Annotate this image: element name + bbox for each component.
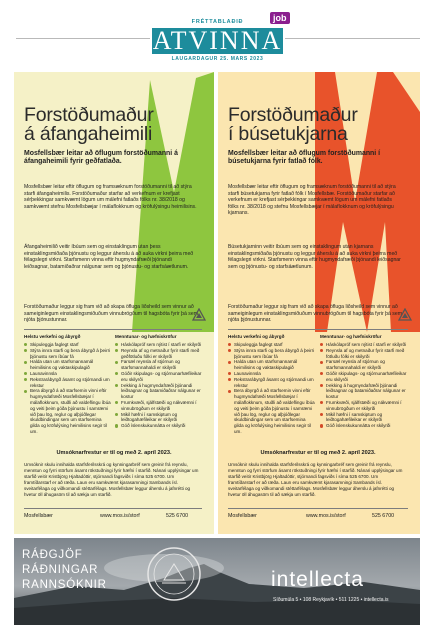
list-item: Góðir skipulags- og stjórnunarhæfileikar eru skilyrði bbox=[115, 371, 203, 383]
list-item: Halda utan um starfsmannamál heimilisins og vaktaskipulagið bbox=[24, 359, 111, 371]
org-url[interactable]: www.mos.is/storf bbox=[306, 513, 346, 519]
ad-title-line1: Forstöðumaður bbox=[24, 104, 154, 126]
ad-footer-text: Umsóknir skulu innihalda starfsferilsskrá og kynningarbréf sem greinir frá reynslu, menntun og fyrri störfum ásamt rökstuðningi fyrir hæfni í starfið. Nánari upplýsingar um starfið veitir Kristbjörg Hjaltadóttir, stjórnandi fagsviðs í síma 525 6700. Um framtíðarstarf er að ræða. Laun eru samkvæmt kjarasamningi Sambands ísl. sveitarfélaga og viðkomandi stéttarfélags. Mosfellsbær leggur áherslu á jafnrétti og hvetur öll áhugasöm til að sækja um starfið. bbox=[228, 462, 403, 497]
list-item: Stýra innra starfi og bera ábyrgð á þeirri þjónustu sem íbúar fá bbox=[228, 348, 316, 360]
requirements-list bbox=[320, 342, 409, 429]
list-item: Launavinnsla bbox=[24, 371, 111, 377]
masthead-rule-left bbox=[16, 38, 150, 39]
list-item: Bera ábyrgð á að starfsemin vinni eftir hugmyndafræði Mosfellsbæjar í málaflokknum, stuðli að valdeflingu íbúa og veiti þeim góða þjónustu í samræmi við þau lög, reglur og alþjóðlegar skuldbindingar sem um starfsemina gilda og kröfulýsing heimilisins segir til um. bbox=[228, 388, 316, 434]
list-item: Reynsla af og metnaður fyrir starfi með fötluðu fólki er skilyrði bbox=[320, 348, 409, 360]
mosfellsbaer-logo-icon bbox=[192, 308, 206, 322]
masthead bbox=[0, 0, 436, 72]
ad-divider bbox=[228, 329, 408, 330]
ad-title bbox=[24, 106, 154, 144]
list-item: Þekking á hugmyndafræði þjónandi leiðsagnar og batamiðaðrar nálgunar er kostur bbox=[320, 383, 409, 400]
ad-paragraph-3: Forstöðumaður leggur sig fram við að skapa öfluga liðsheild sem vinnur að sameiginlegum einstaklingsmiðuðum vinnubrögðum til hagsbóta fyrir þá sem njóta þjónustunnar. bbox=[228, 304, 403, 324]
ad-lead: Mosfellsbær leitar að öflugum forstöðumanni í búsetukjarna fyrir fatlað fólk. bbox=[228, 150, 380, 166]
list-item: Þekking á hugmyndafræði þjónandi leiðsagnar og batamiðaðrar nálgunar er kostur bbox=[115, 383, 203, 400]
ad-footer-text: Umsóknir skulu innihalda starfsferilsskrá og kynningarbréf sem greinir frá reynslu, menntun og fyrri störfum ásamt rökstuðningi fyrir hæfni í starfið. Nánari upplýsingar um starfið veitir Kristbjörg Hjaltadóttir, stjórnandi fagsviðs í síma 525 6700. Um framtíðarstarf er að ræða. Laun eru samkvæmt kjarasamningi Sambands ísl. sveitarfélaga og viðkomandi stéttarfélags. Mosfellsbær leggur áherslu á jafnrétti og hvetur öll áhugasöm til að sækja um starfið. bbox=[24, 462, 199, 497]
ad-title bbox=[228, 106, 358, 144]
ad-title-line1: Forstöðumaður bbox=[228, 104, 358, 126]
requirements-heading: Menntunar- og hæfniskröfur bbox=[320, 334, 382, 339]
intellecta-logo: intellecta bbox=[271, 568, 364, 591]
duties-heading: Helstu verkefni og ábyrgð bbox=[228, 334, 285, 339]
list-item: Góð íslenskukunnátta er skilyrði bbox=[320, 423, 409, 429]
requirements-heading: Menntunar- og hæfniskröfur bbox=[115, 334, 177, 339]
list-item: Halda utan um starfsmannamál heimilisins og vaktaskipulagið bbox=[228, 359, 316, 371]
list-item: Reynsla af og metnaður fyrir starfi með geðfötluðu fólki er skilyrði bbox=[115, 348, 203, 360]
ad-lead: Mosfellsbær leitar að öflugum forstöðumanni á áfangaheimili fyrir geðfatlaða. bbox=[24, 150, 178, 166]
org-name: Mosfellsbær bbox=[24, 513, 53, 519]
tagline-line: RÁÐGJÖF bbox=[22, 549, 83, 561]
ad-paragraph-2: Búsetukjarninn veitir íbúum sem og einstaklingum utan kjarnans einstaklingsmiðaða þjónustu og leggur áherslu á að auka virkni þeirra með félagslegri virkni. Starfsmenn vinna eftir hugmyndafræði þjónandi leiðsagnar sem og þjónustu- og starfsáætlunum. bbox=[228, 244, 401, 270]
org-name: Mosfellsbær bbox=[228, 513, 257, 519]
ad-paragraph-3: Forstöðumaður leggur sig fram við að skapa öfluga liðsheild sem vinnur að sameiginlegum einstaklingsmiðuðum vinnubrögðum til hagsbóta fyrir þá sem njóta þjónustunnar. bbox=[24, 304, 199, 324]
ad-divider-bottom bbox=[228, 508, 408, 509]
list-item: Frumkvæði, sjálfstæði og nákvæmni í vinnubrögðum er skilyrði bbox=[320, 400, 409, 412]
list-item: Frumkvæði, sjálfstæði og nákvæmni í vinnubrögðum er skilyrði bbox=[115, 400, 203, 412]
masthead-title: ATVINNA bbox=[152, 26, 283, 55]
list-item: Háskólapróf sem nýtist í starfi er skilyrði bbox=[115, 342, 203, 348]
duties-heading: Helstu verkefni og ábyrgð bbox=[24, 334, 81, 339]
list-item: Rekstrarábyrgð ásamt og stjórnandi um rekstur bbox=[228, 377, 316, 389]
list-item: Skipuleggja faglegt starf bbox=[228, 342, 316, 348]
requirements-list bbox=[115, 342, 203, 429]
list-item: Háskólapróf sem nýtist í starfi er skilyrði bbox=[320, 342, 409, 348]
seal-icon bbox=[146, 546, 202, 602]
list-item: Rekstrarábyrgð ásamt og stjórnandi um rekstur bbox=[24, 377, 111, 389]
list-item: Launavinnsla bbox=[228, 371, 316, 377]
intellecta-banner bbox=[14, 538, 420, 625]
list-item: Góð íslenskukunnátta er skilyrði bbox=[115, 423, 203, 429]
ad-paragraph-2: Áfangaheimilið veitir íbúum sem og einstaklingum utan þess einstaklingsmiðaða þjónustu og leggur áherslu á að auka virkni þeirra með félagslegri virkni. Starfsmenn vinna eftir hugmyndafræði þjónandi leiðsagnar, batamiðaðrar nálgunar sem og þjónustu- og starfsáætlunum. bbox=[24, 244, 194, 270]
org-phone: 525 6700 bbox=[166, 513, 189, 519]
tagline-line: RANNSÓKNIR bbox=[22, 579, 107, 591]
ad-title-line2: í búsetukjarna bbox=[228, 123, 348, 145]
ad-paragraph-1: Mosfellsbær leitar eftir öflugum og framsæknum forstöðumanni til að stýra starfi búsetukjarna fyrir fatlað fólk í Mosfellsbæ. Forstöðumaður starfar að verkefnum er krefjast sérþekkingar samkvæmt lögum um málefni fatlaðs fólks nr. 38/2018 og stefnu Mosfellsbæjar í málaflokknum og kröfulýsingu kjarnans. bbox=[228, 184, 396, 217]
ad-title-line2: á áfangaheimili bbox=[24, 123, 153, 145]
list-item: Mikil hæfni í samskiptum og leiðtogahæfileikar er skilyrði bbox=[320, 412, 409, 424]
org-url[interactable]: www.mos.is/storf bbox=[100, 513, 140, 519]
mosfellsbaer-logo-icon bbox=[398, 308, 412, 322]
job-ad-left bbox=[14, 72, 214, 534]
ad-divider bbox=[24, 329, 202, 330]
banner-tagline bbox=[22, 548, 107, 593]
list-item: Farsæl reynsla af stjórnun og starfsmannahaldi er skilyrði bbox=[320, 359, 409, 371]
job-ad-right bbox=[218, 72, 420, 534]
list-item: Stýra innra starfi og bera ábyrgð á þeirri þjónustu sem íbúar fá bbox=[24, 348, 111, 360]
list-item: Skipuleggja faglegt starf bbox=[24, 342, 111, 348]
duties-list bbox=[228, 342, 316, 435]
application-deadline: Umsóknarfrestur er til og með 2. apríl 2023. bbox=[260, 450, 376, 456]
duties-list bbox=[24, 342, 111, 435]
ad-paragraph-1: Mosfellsbær leitar eftir öflugum og framsæknum forstöðumanni til að stýra starfi áfangaheimilis. Forstöðumaður starfar að verkefnum er krefjast sérþekkingar samkvæmt lögum um málefni fatlaðs fólks nr. 38/2018 og samkvæmt stefnu Mosfellsbæjar í málaflokknum og kröfulýsingu heimilisins. bbox=[24, 184, 197, 210]
application-deadline: Umsóknarfrestur er til og með 2. apríl 2023. bbox=[56, 450, 172, 456]
masthead-rule-right bbox=[285, 38, 420, 39]
ad-divider-bottom bbox=[24, 508, 202, 509]
intellecta-contact: Síðumúla 5 • 108 Reykjavík • 511 1225 • intellecta.is bbox=[273, 597, 389, 603]
masthead-date: LAUGARDAGUR 25. MARS 2023 bbox=[171, 56, 264, 62]
list-item: Bera ábyrgð á að starfsemin vinni eftir hugmyndafræði Mosfellsbæjar í málaflokknum, stuðli að valdeflingu íbúa og veiti þeim góða þjónustu í samræmi við þau lög, reglur og alþjóðlegar skuldbindingar sem um starfsemina gilda og kröfulýsing heimilisins segir til um. bbox=[24, 388, 111, 434]
list-item: Góðir skipulags- og stjórnunarhæfileikar eru skilyrði bbox=[320, 371, 409, 383]
masthead-kicker: FRÉTTABLAÐIÐ bbox=[191, 19, 244, 25]
list-item: Mikil hæfni í samskiptum og leiðtogahæfileikar er skilyrði bbox=[115, 412, 203, 424]
job-badge: job bbox=[270, 12, 290, 24]
org-phone: 525 6700 bbox=[372, 513, 395, 519]
list-item: Farsæl reynsla af stjórnun og starfsmannahaldi er skilyrði bbox=[115, 359, 203, 371]
tagline-line: RÁÐNINGAR bbox=[22, 564, 99, 576]
